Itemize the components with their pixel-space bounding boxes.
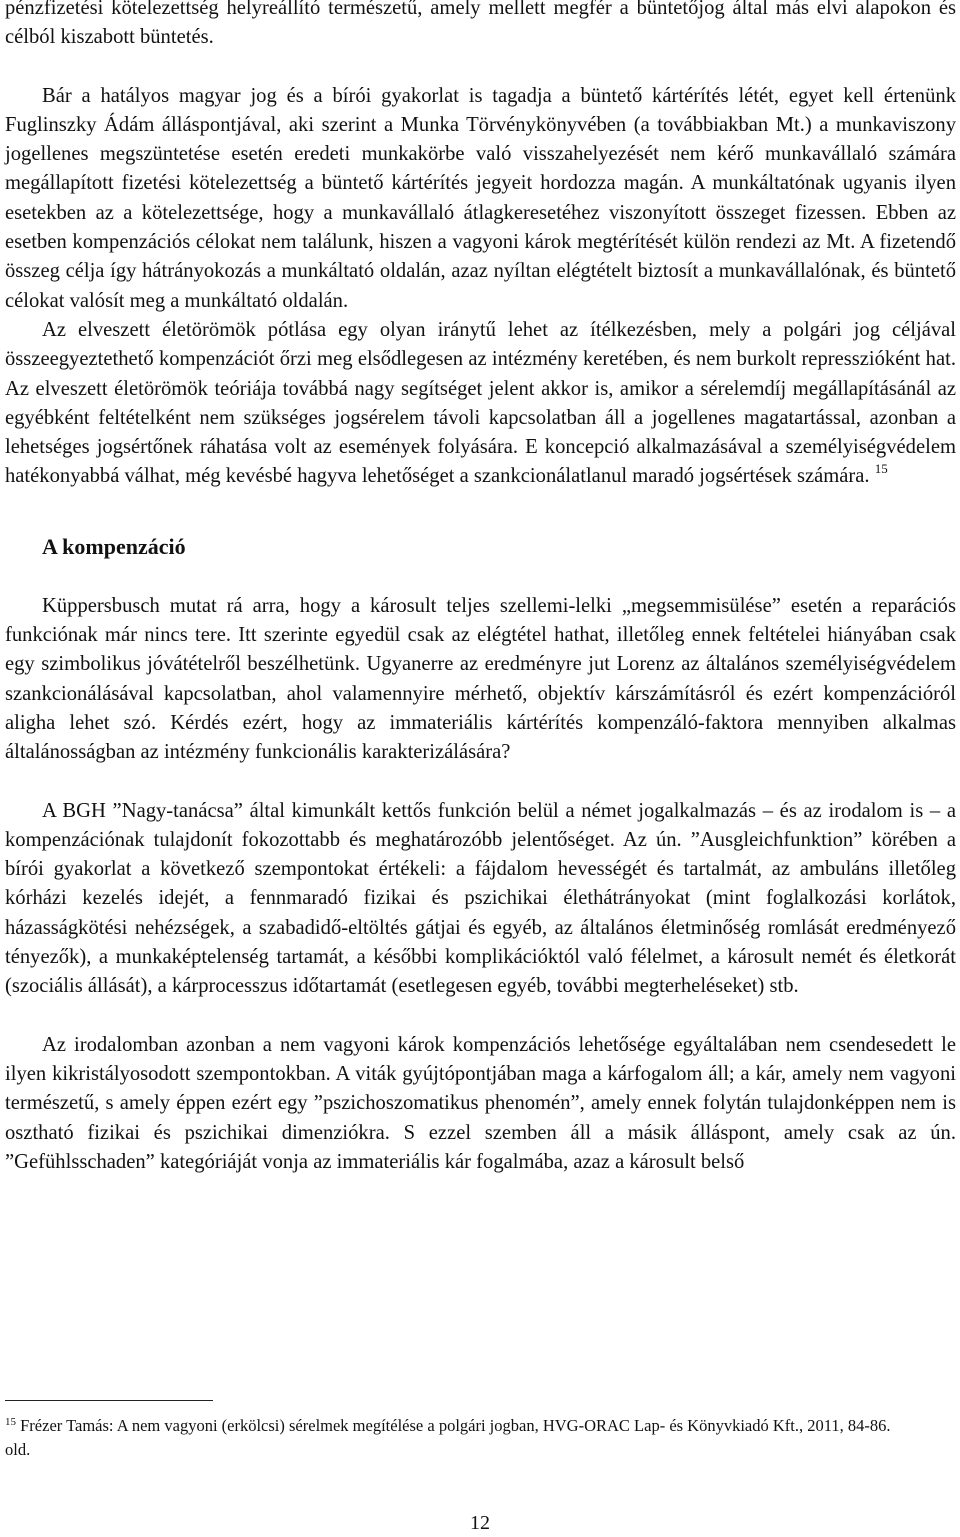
footnote-number: 15 bbox=[5, 1416, 16, 1428]
paragraph-continued: pénzfizetési kötelezettség helyreállító természetű, amely mellett megfér a büntetőjog által más elvi alapokon és célból kiszabott büntetés. bbox=[5, 0, 956, 49]
footnote-reference[interactable]: 15 bbox=[874, 461, 888, 477]
section-heading: A kompenzáció bbox=[42, 533, 186, 559]
document-page bbox=[5, 0, 956, 1177]
paragraph-kuppersbusch: Küppersbusch mutat rá arra, hogy a károsult teljes szellemi-lelki „megsemmisülése” esetén a reparációs funkciónak már nincs tere. Itt szerinte egyedül csak az elégtétel hathat, illetőleg ennek feltételei hiányában csak egy szimbolikus jóvátételről beszélhetünk. Ugyanerre az eredményre jut Lorenz az általános személyiségvédelem szankcionálásával kapcsolatban, ahol valamennyire mérhető, objektív kárszámításról és ezért kompenzációról aligha lehet szó. Kérdés ezért, hogy az immateriális kártérítés kompenzáló-faktora mennyiben alkalmas általánosságban az intézmény funkcionális karakterizálására? bbox=[5, 594, 956, 764]
footnote bbox=[5, 1414, 905, 1462]
paragraph-punitive-damages: Bár a hatályos magyar jog és a bírói gyakorlat is tagadja a büntető kártérítés létét, egyet kell értenünk Fuglinszky Ádám álláspontjával, aki szerint a Munka Törvénykönyvében (a továbbiakban Mt.) a munkaviszony jogellenes megszüntetése esetén eredeti munkakörbe való visszahelyezését nem kérő munkavállaló számára megállapított fizetési kötelezettség a büntető kártérítés jegyeit hordozza magán. A munkáltatónak ugyanis ilyen esetekben az a kötelezettsége, hogy a munkavállaló átlagkeresetéhez viszonyított összeget fizessen. Ebben az esetben kompenzációs célokat nem találunk, hiszen a vagyoni károk megtérítését külön rendezi az Mt. A fizetendő összeg célja így hátrányokozás a munkáltató oldalán, azaz nyíltan elégtételt biztosít a munkavállalónak, és büntető célokat valósít meg a munkáltató oldalán. bbox=[5, 84, 956, 312]
paragraph-literature: Az irodalomban azonban a nem vagyoni károk kompenzációs lehetősége egyáltalában nem csendesedett le ilyen kikristályosodott szempontokban. A viták gyújtópontjában maga a kárfogalom áll; a kár, amely nem vagyoni természetű, s amely éppen ezért egy ”pszichoszomatikus phenomén”, amely ennek folytán tulajdonképpen nem is osztható fizikai és pszichikai dimenziókra. S ezzel szemben áll a másik álláspont, amely csak az ún. ”Gefühlsschaden” kategóriáját vonja az immateriális kár fogalmába, azaz a károsult belső bbox=[5, 1033, 956, 1173]
footnote-text: Frézer Tamás: A nem vagyoni (erkölcsi) sérelmek megítélése a polgári jogban, HVG-ORAC Lap- és Könyvkiadó Kft., 2011, 84-86. old. bbox=[5, 1416, 891, 1459]
footnote-separator bbox=[5, 1400, 213, 1401]
paragraph-lost-enjoyment-text: Az elveszett életörömök pótlása egy olyan iránytű lehet az ítélkezésben, mely a polgári jog céljával összeegyeztethető kompenzációt őrzi meg elsődlegesen az intézmény keretében, és nem burkolt represszióként hat. Az elveszett életörömök teóriája továbbá nagy segítséget jelent akkor is, amikor a sérelemdíj megállapításánál az egyébként feltételként nem szükséges jogsérelem távoli kapcsolatban áll a jogellenes magatartással, azonban a lehetséges jogsértőnek ráhatása volt az események folyására. E koncepció alkalmazásával a személyiségvédelem hatékonyabbá válhat, még kevésbé hagyva lehetőséget a szankcionálatlanul maradó jogsértések számára. bbox=[5, 318, 956, 488]
page-number: 12 bbox=[470, 1512, 490, 1534]
paragraph-bgh: A BGH ”Nagy-tanácsa” által kimunkált kettős funkción belül a német jogalkalmazás – és az irodalom is – a kompenzációnak tulajdonít fokozottabb és meghatározóbb jelentőséget. Az ún. ”Ausgleichfunktion” körében a bírói gyakorlat a következő szempontokat értékeli: a fájdalom hevességét és tartalmát, az ambuláns illetőleg kórházi kezelés idejét, a fennmaradó fizikai és pszichikai élethátrányokat (mint foglalkozási korlátok, házasságkötési nehézségek, a szabadidő-eltöltés gátjai és egyéb, az általános életminőség romlását eredményező tényezők), a munkaképtelenség tartamát, a későbbi komplikációktól való félelmet, a károsult nemét és életkorát (szociális állását), a kárprocesszus időtartamát (esetlegesen egyéb, további megterheléseket) stb. bbox=[5, 799, 956, 998]
paragraph-lost-enjoyment bbox=[5, 316, 956, 492]
